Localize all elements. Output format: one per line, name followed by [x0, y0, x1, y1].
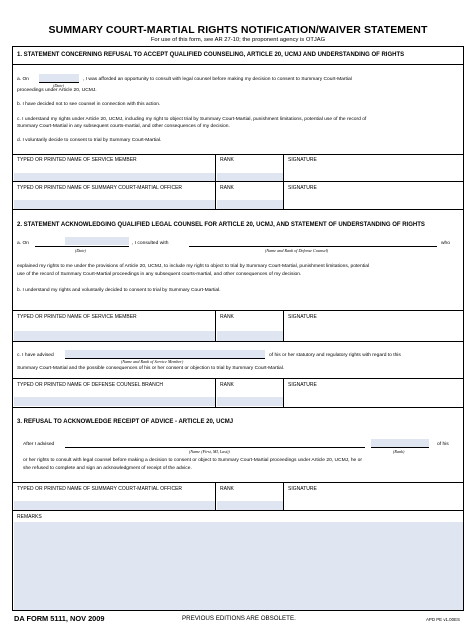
s2-c-text-2: Summary Court-Martial and the possible consequences of his or her consent or objection to trial by Summary Court-Martial. [17, 366, 285, 371]
s1-date-input[interactable] [39, 74, 79, 82]
s2-c-suffix: of his or her statutory and regulatory rights with regard to this [269, 353, 401, 358]
s3-name-caption: (Name (First, MI, Last)) [189, 449, 230, 454]
s1-date-caption: (Date) [53, 83, 64, 88]
form-subtitle: For use of this form, see AR 27-10; the proponent agency is OTJAG [150, 37, 326, 43]
s3-text-2: she refused to complete and sign an acknowledgment of receipt of the advice. [23, 466, 192, 471]
s3-officer-rank-input[interactable] [217, 501, 283, 510]
s2-counsel-rank-input[interactable] [217, 397, 283, 406]
form-body [12, 46, 464, 611]
form-id: DA FORM 5111, NOV 2009 [14, 614, 105, 623]
s3-officer-name-input[interactable] [14, 501, 215, 510]
s3-officer-signature-label: SIGNATURE [288, 486, 317, 492]
s1-c-text-2: Summary Court-Martial in any subsequent courts-martial, and other consequences of my decision. [17, 124, 230, 129]
s2-counsel-caption: (Name and Rank of Defense Counsel) [265, 248, 329, 253]
s2-a-mid: , I consulted with [132, 241, 169, 246]
obsolete-notice: PREVIOUS EDITIONS ARE OBSOLETE. [182, 615, 296, 622]
s2-counsel-line[interactable] [189, 246, 437, 247]
s1-a-text-2: proceedings under Article 20, UCMJ. [17, 88, 97, 93]
s2-a-prefix: a. On [17, 241, 29, 246]
section1-heading: 1. STATEMENT CONCERNING REFUSAL TO ACCEPT QUALIFIED COUNSELING, ARTICLE 20, UCMJ AND UNDERSTANDING OF RIGHTS [17, 52, 405, 58]
s2-member-rank-input[interactable] [217, 331, 283, 341]
section3-heading: 3. REFUSAL TO ACKNOWLEDGE RECEIPT OF ADVICE - ARTICLE 20, UCMJ [17, 419, 234, 425]
s3-after-prefix: After I advised [23, 442, 55, 447]
s1-member-rank-label: RANK [220, 157, 234, 163]
s3-name-line[interactable] [65, 447, 365, 448]
s2-counsel-name-input[interactable] [14, 397, 215, 406]
section2-heading: 2. STATEMENT ACKNOWLEDGING QUALIFIED LEGAL COUNSEL FOR ARTICLE 20, UCMJ, AND STATEMENT OF UNDERSTANDING OF RIGHTS [17, 222, 425, 228]
s1-officer-name-label: TYPED OR PRINTED NAME OF SUMMARY COURT-MARTIAL OFFICER [17, 185, 183, 191]
s2-explain-1: explained my rights to me under the provisions of Article 20, UCMJ, to include my right to object to trial by Summary Court-Martial, punishment limitations, potential [17, 264, 370, 269]
s2-member-name-input[interactable] [14, 331, 215, 341]
s1-b-text: b. I have decided not to see counsel in connection with this action. [17, 102, 161, 107]
s2-counsel-name-label: TYPED OR PRINTED NAME OF DEFENSE COUNSEL BRANCH [17, 382, 163, 388]
s2-date-input[interactable] [65, 237, 129, 245]
s1-member-signature-label: SIGNATURE [288, 157, 317, 163]
divider [13, 64, 464, 65]
s1-c-text-1: c. I understand my rights under Article 20, UCMJ, including my right to object trial by Summary Court-Martial, punishment limitations, potential use of the record of [17, 117, 367, 122]
version-tag: APD PE v1.00ES [426, 617, 460, 622]
s2-member-rank-label: RANK [220, 314, 234, 320]
s1-officer-name-input[interactable] [14, 200, 215, 209]
s2-b-text: b. I understand my rights and voluntarily decided to consent to trial by Summary Court-Martial. [17, 288, 221, 293]
s2-c-prefix: c. I have advised [17, 353, 54, 358]
remarks-textarea[interactable] [14, 522, 464, 611]
s1-d-text: d. I voluntarily decide to consent to trial by Summary Court-Martial. [17, 138, 162, 143]
s2-counsel-rank-label: RANK [220, 382, 234, 388]
s1-a-text-1: , I was afforded an opportunity to consult with legal counsel before making my decision to consent to Summary Court-Martial [83, 77, 352, 82]
s1-member-name-label: TYPED OR PRINTED NAME OF SERVICE MEMBER [17, 157, 137, 163]
s2-advised-input[interactable] [65, 350, 265, 358]
s1-officer-signature-label: SIGNATURE [288, 185, 317, 191]
s1-a-prefix: a. On [17, 77, 29, 82]
s2-member-name-label: TYPED OR PRINTED NAME OF SERVICE MEMBER [17, 314, 137, 320]
s3-officer-name-label: TYPED OR PRINTED NAME OF SUMMARY COURT-MARTIAL OFFICER [17, 486, 183, 492]
s2-date-caption: (Date) [75, 248, 86, 253]
s1-officer-rank-input[interactable] [217, 200, 283, 209]
s3-text-1: or her rights to consult with legal counsel before making a decision to consent or object to Summary Court-Martial proceedings under Article 20, UCMJ, he or [23, 458, 362, 463]
s3-of-his: of his [437, 442, 449, 447]
s2-a-end: who [441, 241, 450, 246]
s2-c-caption: (Name and Rank of Service Member) [121, 359, 184, 364]
s3-officer-rank-label: RANK [220, 486, 234, 492]
remarks-label: REMARKS [17, 514, 42, 520]
s2-explain-2: use of the record of Summary Court-Martial proceedings in any subsequent courts-martial, and other consequences of my decision. [17, 272, 302, 277]
s1-officer-rank-label: RANK [220, 185, 234, 191]
s3-rank-caption: (Rank) [393, 449, 405, 454]
s2-member-signature-label: SIGNATURE [288, 314, 317, 320]
s3-rank-input[interactable] [371, 439, 429, 447]
form-title: SUMMARY COURT-MARTIAL RIGHTS NOTIFICATION/WAIVER STATEMENT [48, 24, 428, 36]
s2-counsel-signature-label: SIGNATURE [288, 382, 317, 388]
